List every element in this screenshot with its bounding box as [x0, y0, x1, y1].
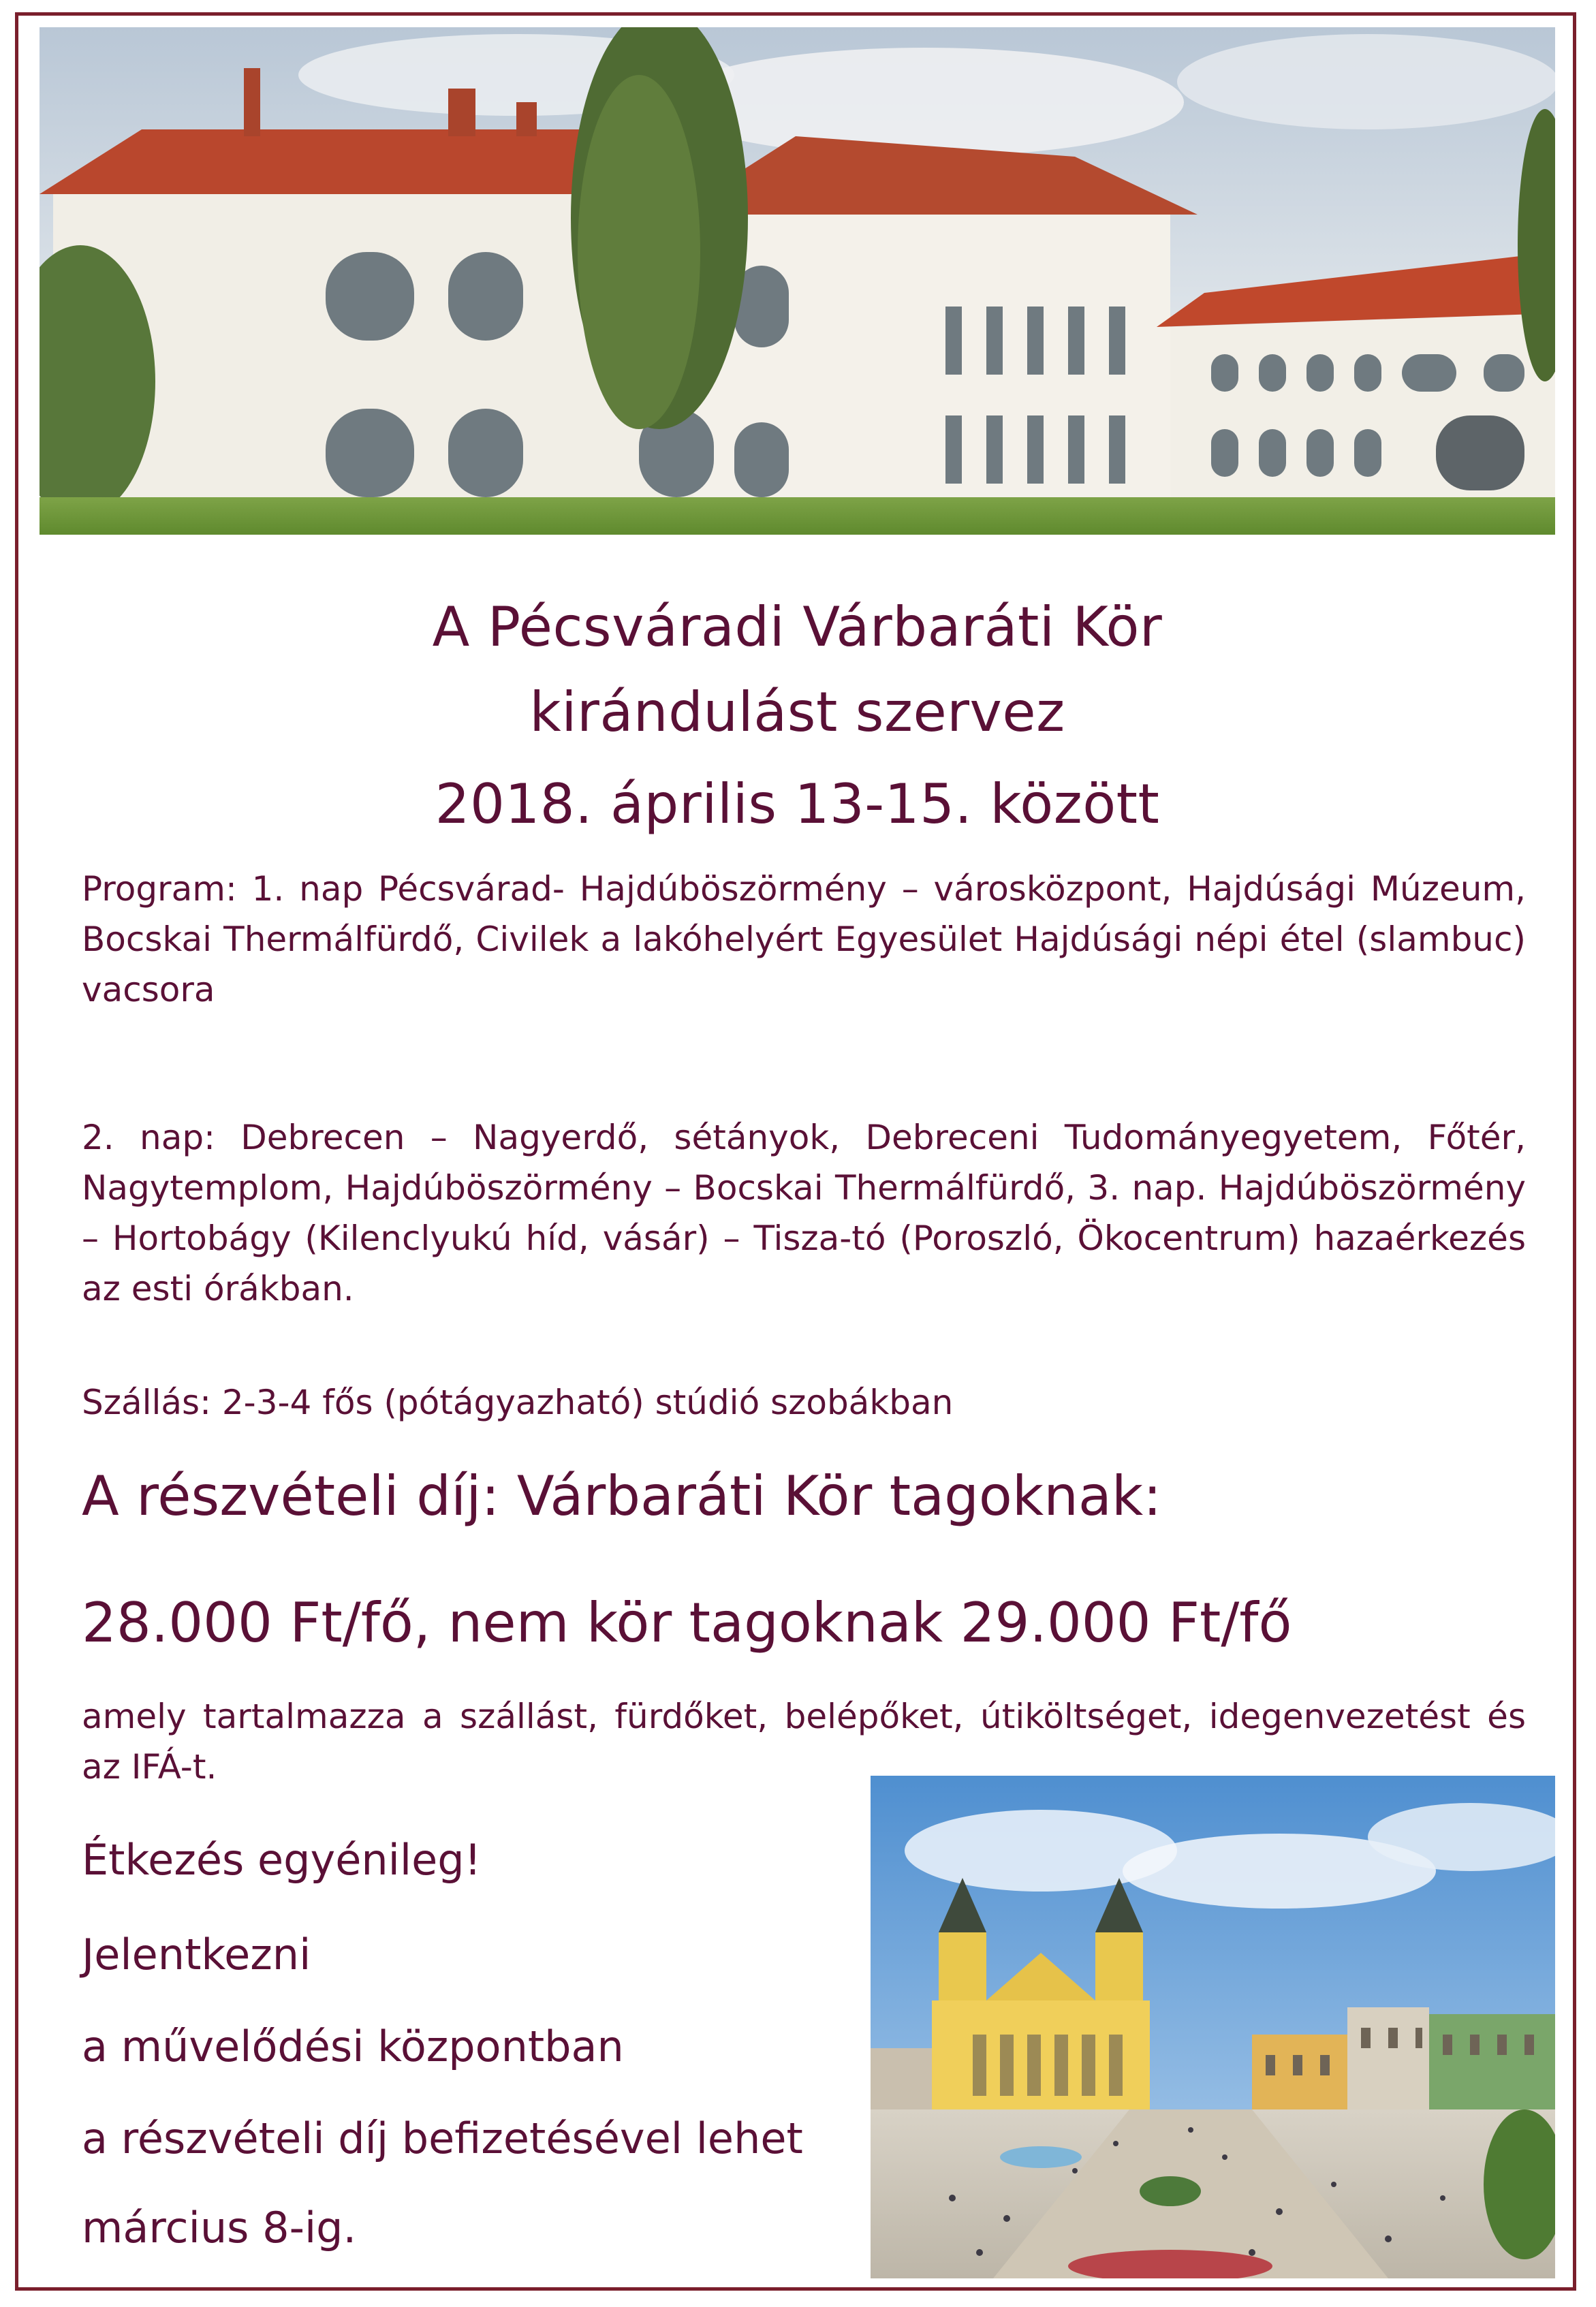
signup-line-2: a művelődési központban: [82, 2022, 624, 2071]
title-line-1: A Pécsváradi Várbaráti Kör: [432, 595, 1163, 659]
signup-deadline: március 8-ig.: [82, 2203, 357, 2253]
program-day1: Program: 1. nap Pécsvárad- Hajdúböszörmény – városközpont, Hajdúsági Múzeum, Bocskai Thermálfürdő, Civilek a lakóhelyért Egyesület Hajdúsági népi étel (slambuc) vacsora: [82, 869, 1526, 1009]
title-line-3-date: 2018. április 13-15. között: [435, 772, 1160, 836]
program-day2-day3: 2. nap: Debrecen – Nagyerdő, sétányok, Debreceni Tudományegyetem, Főtér, Nagytemplom, Hajdúböszörmény – Bocskai Thermálfürdő, 3. nap. Hajdúböszörmény – Hortobágy (Kilenclyukú híd, vásár) – Tisza-tó (Poroszló, Ökocentrum) hazaérkezés az esti órákban.: [82, 1118, 1526, 1308]
signup-line-1: Jelentkezni: [82, 1930, 311, 1979]
fee-heading: A részvételi díj: Várbaráti Kör tagoknak:: [82, 1464, 1162, 1528]
meals-note: Étkezés egyénileg!: [82, 1835, 482, 1885]
debrecen-square-photo: [871, 1776, 1555, 2278]
title-line-2: kirándulást szervez: [529, 680, 1065, 744]
lodging-info: Szállás: 2-3-4 fős (pótágyazható) stúdió szobákban: [82, 1383, 954, 1422]
fee-prices: 28.000 Ft/fő, nem kör tagoknak 29.000 Ft/fő: [82, 1591, 1292, 1654]
signup-line-3: a részvételi díj befizetésével lehet: [82, 2114, 803, 2163]
museum-building-photo: [40, 27, 1555, 535]
fee-includes: amely tartalmazza a szállást, fürdőket, belépőket, útiköltséget, idegenvezetést és az IFÁ-t.: [82, 1697, 1526, 1787]
